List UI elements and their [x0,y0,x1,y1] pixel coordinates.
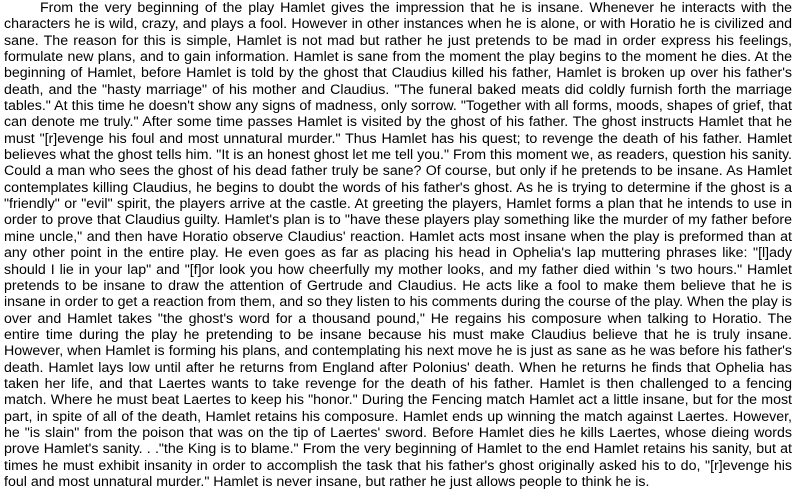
essay-paragraph: From the very beginning of the play Hamlet gives the impression that he is insane. Whenever he interacts with the characters he is wild, crazy, and plays a fool. However in other instances when he is alone, or with Horatio he is civilized and sane. The reason for this is simple, Hamlet is not mad but rather he just pretends to be mad in order express his feelings, formulate new plans, and to gain information. Hamlet is sane from the moment the play begins to the moment he dies. At the beginning of Hamlet, before Hamlet is told by the ghost that Claudius killed his father, Hamlet is broken up over his father's death, and the "hasty marriage" of his mother and Claudius. "The funeral baked meats did coldly furnish forth the marriage tables." At this time he doesn't show any signs of madness, only sorrow. "Together with all forms, moods, shapes of grief, that can denote me truly." After some time passes Hamlet is visited by the ghost of his father. The ghost instructs Hamlet that he must "[r]evenge his foul and most unnatural murder." Thus Hamlet has his quest; to revenge the death of his father. Hamlet believes what the ghost tells him. "It is an honest ghost let me tell you." From this moment we, as readers, question his sanity. Could a man who sees the ghost of his dead father truly be sane? Of course, but only if he pretends to be insane. As Hamlet contemplates killing Claudius, he begins to doubt the words of his father's ghost. As he is trying to determine if the ghost is a "friendly" or "evil" spirit, the players arrive at the castle. At greeting the players, Hamlet forms a plan that he intends to use in order to prove that Claudius guilty. Hamlet's plan is to "have these players play something like the murder of my father before mine uncle," and then have Horatio observe Claudius' reaction. Hamlet acts most insane when the play is preformed than at any other point in the entire play. He even goes as far as placing his head in Ophelia's lap muttering phrases like: "[l]ady should I lie in your lap" and "[f]or look you how cheerfully my mother looks, and my father died within 's two hours." Hamlet pretends to be insane to draw the attention of Gertrude and Claudius. He acts like a fool to make them believe that he is insane in order to get a reaction from them, and so they listen to his comments during the course of the play. When the play is over and Hamlet takes "the ghost's word for a thousand pound," He regains his composure when talking to Horatio. The entire time during the play he pretending to be insane because his must make Claudius believe that he is truly insane. However, when Hamlet is forming his plans, and contemplating his next move he is just as sane as he was before his father's death. Hamlet lays low until after he returns from England after Polonius' death. When he returns he finds that Ophelia has taken her life, and that Laertes wants to take revenge for the death of his father. Hamlet is then challenged to a fencing match. Where he must beat Laertes to keep his "honor." During the Fencing match Hamlet act a little insane, but for the most part, in spite of all of the death, Hamlet retains his composure. Hamlet ends up winning the match against Laertes. However, he "is slain" from the poison that was on the tip of Laertes' sword. Before Hamlet dies he kills Laertes, whose dieing words prove Hamlet's sanity. . ."the King is to blame." From the very beginning of Hamlet to the end Hamlet retains his sanity, but at times he must exhibit insanity in order to accomplish the task that his father's ghost originally asked his to do, "[r]evenge his foul and most unnatural murder." Hamlet is never insane, but rather he just allows people to think he is. [4,0,792,490]
